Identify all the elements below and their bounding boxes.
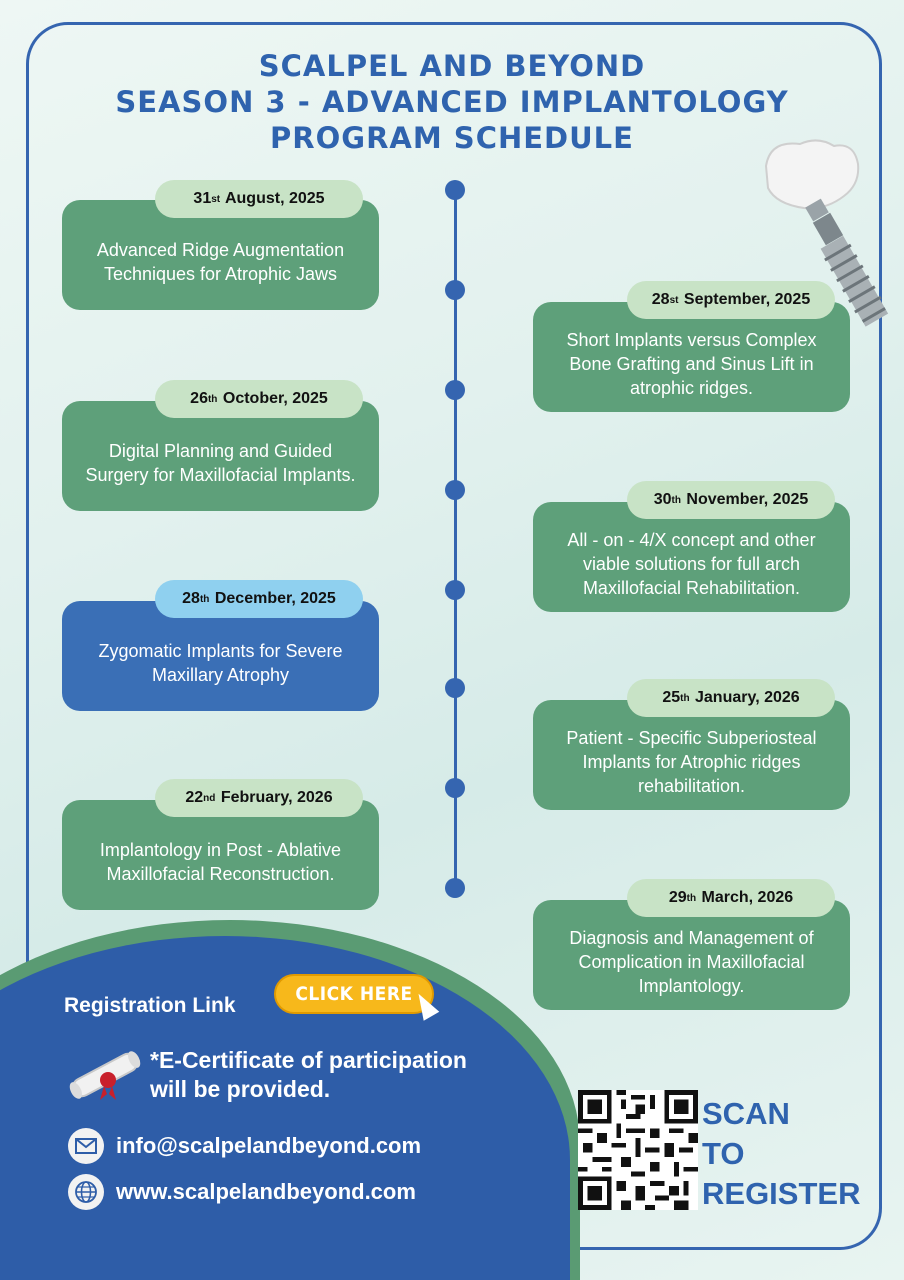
timeline-dot xyxy=(445,778,465,798)
title-line-1: SCALPEL AND BEYOND xyxy=(258,49,646,83)
timeline-dot xyxy=(445,280,465,300)
session-topic: Diagnosis and Management of Complication in Maxillofacial Implantology. xyxy=(569,928,814,996)
session-date: 30 th November, 2025 xyxy=(627,481,835,519)
session-date: 28 th December, 2025 xyxy=(155,580,363,618)
session-topic: Short Implants versus Complex Bone Grafting and Sinus Lift in atrophic ridges. xyxy=(566,330,817,398)
timeline-dot xyxy=(445,180,465,200)
scan-to-register-label: SCAN TO REGISTER xyxy=(702,1096,861,1211)
title-line-2: SEASON 3 - ADVANCED IMPLANTOLOGY xyxy=(115,85,789,119)
scroll-certificate-icon xyxy=(64,1046,146,1104)
globe-icon xyxy=(68,1174,104,1210)
website-link[interactable]: www.scalpelandbeyond.com xyxy=(116,1179,416,1204)
click-here-button[interactable]: CLICK HERE xyxy=(274,974,434,1014)
registration-label: Registration Link xyxy=(64,994,236,1017)
session-topic: Implantology in Post - Ablative Maxillofacial Reconstruction. xyxy=(99,840,342,884)
timeline-dot xyxy=(445,380,465,400)
title-line-3: PROGRAM SCHEDULE xyxy=(270,121,634,155)
timeline-dot xyxy=(445,480,465,500)
session-date: 26 th October, 2025 xyxy=(155,380,363,418)
envelope-icon xyxy=(68,1128,104,1164)
qr-code[interactable] xyxy=(578,1090,698,1210)
timeline-dot xyxy=(445,678,465,698)
session-date: 22 nd February, 2026 xyxy=(155,779,363,817)
email-link[interactable]: info@scalpelandbeyond.com xyxy=(116,1133,422,1158)
session-topic: Digital Planning and Guided Surgery for Maxillofacial Implants. xyxy=(85,441,356,485)
session-date: 28 st September, 2025 xyxy=(627,281,835,319)
session-date: 25 th January, 2026 xyxy=(627,679,835,717)
session-topic: Advanced Ridge Augmentation Techniques for Atrophic Jaws xyxy=(96,240,345,284)
session-topic: Zygomatic Implants for Severe Maxillary Atrophy xyxy=(98,641,343,685)
session-topic: All - on - 4/X concept and other viable solutions for full arch Maxillofacial Rehabilitation. xyxy=(567,530,816,598)
session-date: 31 st August, 2025 xyxy=(155,180,363,218)
certificate-note: *E-Certificate of participation will be provided. xyxy=(150,1047,467,1102)
session-topic: Patient - Specific Subperiosteal Implants for Atrophic ridges rehabilitation. xyxy=(566,728,817,796)
timeline-dot xyxy=(445,878,465,898)
session-date: 29 th March, 2026 xyxy=(627,879,835,917)
timeline-dot xyxy=(445,580,465,600)
